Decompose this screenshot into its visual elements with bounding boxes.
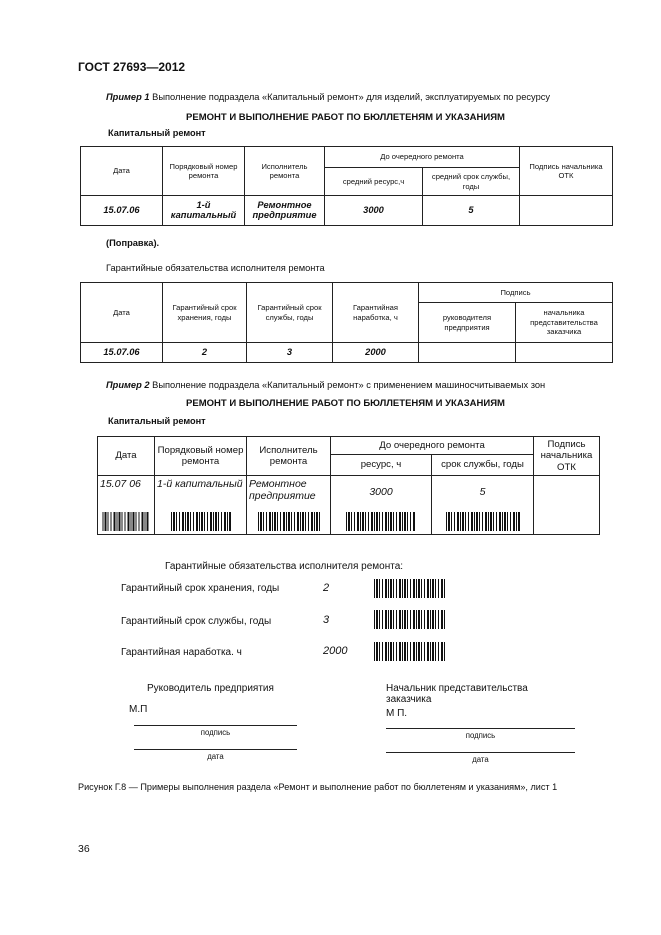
cell-resource-text: 3000 xyxy=(369,486,393,498)
example2-label: Пример 2 xyxy=(106,380,150,390)
sig-left-sign-line xyxy=(134,725,297,726)
example1-label: Пример 1 xyxy=(106,92,150,102)
warranty-value-service: 3 xyxy=(323,614,330,626)
figure-caption: Рисунок Г.8 — Примеры выполнения раздела «Ремонт и выполнение работ по бюллетеням и указаниям», лист 1 xyxy=(78,782,558,792)
col-head-enterprise: руководителя предприятия xyxy=(419,303,516,343)
sig-right-date-line xyxy=(386,752,575,753)
warranty-title-2: Гарантийные обязательства исполнителя ремонта: xyxy=(165,561,404,572)
warranty-label-storage: Гарантийный срок хранения, годы xyxy=(121,583,280,594)
sig-left-mp: М.П xyxy=(129,704,148,715)
warranty-title-1: Гарантийные обязательства исполнителя ремонта xyxy=(106,263,325,273)
sig-left-date-line xyxy=(134,749,297,750)
col-avg-service: средний срок службы, годы xyxy=(423,168,520,196)
warranty-table-1 xyxy=(80,282,613,363)
col-service: Гарантийный срок службы, годы xyxy=(247,283,333,343)
warranty-label-service: Гарантийный срок службы, годы xyxy=(121,616,272,627)
cell-repair-number-text: 1-й капитальный xyxy=(157,478,243,490)
page-number: 36 xyxy=(78,843,90,855)
cell-date: 15.07.06 xyxy=(81,196,163,226)
col-performer: Исполнитель ремонта xyxy=(247,437,331,476)
barcode-icon xyxy=(446,512,520,531)
warranty-label-operation: Гарантийная наработка. ч xyxy=(121,647,242,658)
col-date: Дата xyxy=(81,283,163,343)
barcode-icon xyxy=(171,512,231,531)
col-until-next: До очередного ремонта xyxy=(325,147,520,168)
repair-table-1 xyxy=(80,146,613,226)
cell-date-text: 15.07 06 xyxy=(100,478,141,490)
cell-performer-text: Ремонтное предприятие xyxy=(249,478,316,503)
cell-repair-number: 1-й капитальный xyxy=(163,196,245,226)
col-avg-resource: средний ресурс,ч xyxy=(325,168,423,196)
example1-subtitle: Капитальный ремонт xyxy=(108,128,206,138)
cell-service: 5 xyxy=(423,196,520,226)
warranty-value-storage: 2 xyxy=(323,582,330,594)
col-resource: ресурс, ч xyxy=(331,455,432,476)
col-date: Дата xyxy=(98,437,155,476)
col-operation: Гарантийная наработка, ч xyxy=(333,283,419,343)
col-head-rep: начальника представительства заказчика xyxy=(516,303,613,343)
cell-service xyxy=(432,476,534,535)
col-signature: Подпись начальника ОТК xyxy=(534,437,600,476)
sig-right-sign-caption: подпись xyxy=(465,731,496,740)
example2-text: Выполнение подраздела «Капитальный ремонт» с применением машиносчитываемых зон xyxy=(149,380,546,390)
sig-left-sign-caption: подпись xyxy=(200,728,231,737)
col-performer: Исполнитель ремонта xyxy=(245,147,325,196)
col-until-next: До очередного ремонта xyxy=(331,437,534,455)
cell-date: 15.07.06 xyxy=(81,343,163,363)
barcode-icon xyxy=(374,579,445,598)
cell-resource xyxy=(331,476,432,535)
sig-right-mp: М П. xyxy=(386,708,408,719)
barcode-icon xyxy=(374,610,445,629)
col-date: Дата xyxy=(81,147,163,196)
warranty-value-operation: 2000 xyxy=(323,645,348,657)
repair-table-2 xyxy=(97,436,600,535)
cell-signature xyxy=(520,196,613,226)
col-signature: Подпись начальника ОТК xyxy=(520,147,613,196)
cell-service: 3 xyxy=(247,343,333,363)
cell-storage: 2 xyxy=(163,343,247,363)
cell-repair-number xyxy=(155,476,247,535)
example1-text: Выполнение подраздела «Капитальный ремонт» для изделий, эксплуатируемых по ресурсу xyxy=(149,92,551,102)
cell-head-rep xyxy=(516,343,613,363)
col-signature: Подпись xyxy=(419,283,613,303)
col-repair-number: Порядковый номер ремонта xyxy=(163,147,245,196)
cell-performer: Ремонтное предприятие xyxy=(245,196,325,226)
sig-right-title: Начальник представительства заказчика xyxy=(386,683,528,705)
cell-resource: 3000 xyxy=(325,196,423,226)
sig-left-title: Руководитель предприятия xyxy=(147,683,274,694)
sig-right-date-caption: дата xyxy=(472,755,489,764)
cell-date xyxy=(98,476,155,535)
barcode-icon xyxy=(103,512,150,531)
barcode-icon xyxy=(346,512,416,531)
barcode-icon xyxy=(258,512,320,531)
document-header: ГОСТ 27693—2012 xyxy=(78,60,186,74)
example2-intro xyxy=(106,380,545,390)
barcode-icon xyxy=(374,642,445,661)
col-storage: Гарантийный срок хранения, годы xyxy=(163,283,247,343)
cell-operation: 2000 xyxy=(333,343,419,363)
col-service: срок службы, годы xyxy=(432,455,534,476)
cell-performer xyxy=(247,476,331,535)
sig-left-date-caption: дата xyxy=(207,752,224,761)
col-repair-number: Порядковый номер ремонта xyxy=(155,437,247,476)
cell-head-enterprise xyxy=(419,343,516,363)
cell-service-text: 5 xyxy=(479,486,486,498)
example1-title: РЕМОНТ И ВЫПОЛНЕНИЕ РАБОТ ПО БЮЛЛЕТЕНЯМ И УКАЗАНИЯМ xyxy=(186,112,505,123)
example2-subtitle: Капитальный ремонт xyxy=(108,416,206,426)
correction-note: (Поправка). xyxy=(106,238,160,248)
sig-right-sign-line xyxy=(386,728,575,729)
example2-title: РЕМОНТ И ВЫПОЛНЕНИЕ РАБОТ ПО БЮЛЛЕТЕНЯМ И УКАЗАНИЯМ xyxy=(186,398,505,409)
example1-intro xyxy=(106,92,550,102)
cell-signature xyxy=(534,476,600,535)
